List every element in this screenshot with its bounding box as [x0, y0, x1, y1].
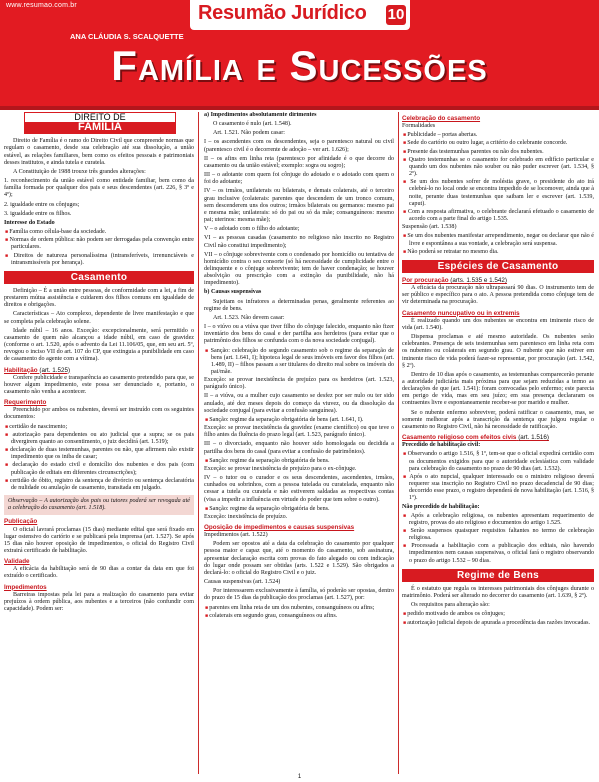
list-item: Exceção: se provar inexistência da gravidez (exame científico) ou que teve o filho antes da fluência do prazo legal (art. 1.523, parágrafo único). — [204, 425, 394, 439]
column-3 — [402, 112, 594, 774]
list-item: IV – o tutor ou o curador e os seus descendentes, ascendentes, irmãos, cunhados ou sobrinhos, com a pessoa tutelada ou curatelada, enquanto não cessar a tutela ou curatela e não estiverem saldadas as respectivas contas (visa a impedir a influência em virtude do poder que tem sobre o outro). — [204, 475, 394, 503]
bullet-item: ■ Quatro testemunhas se o casamento for celebrado em edifício particular e quando um dos nubentes não souber ou não puder escrever (art. 1.534, § 2º). — [402, 157, 594, 178]
bullet-item: ■ autorização para dependentes ou ato judicial que a supra; se os pais divergirem quanto ao consentimento, o juiz decidirá (art. 1.519); — [4, 432, 194, 446]
list-item: Não precedido de habilitação: — [402, 503, 480, 510]
paragraph: Os requisitos para alteração são: — [411, 602, 490, 609]
subheading-text: Habilitação — [4, 366, 38, 374]
paragraph: Art. 1.523. Não devem casar: — [213, 314, 285, 321]
list-item: VII – o cônjuge sobrevivente com o condenado por homicídio ou tentativa de homicídio contra o seu consorte (só há necessidade de cumplicidade entre o delinquente e o cônjuge sobrevivente; tem de haver condenação; se houver absolvição ou prescrição com a extinção da punibilidade, não há impedimento). — [204, 251, 394, 287]
paragraph: Direito de Família é o ramo do Direito Civil que compreende normas que regulam o casamento, desde sua celebração até sua dissolução, a união estável, as relações familiares, bem como os efeitos pessoais e patrimoniais desses institutos, e ainda tutela e curatela. — [4, 138, 194, 166]
paragraph: Confere publicidade e transparência ao casamento pretendido para que, se houver algum impedimento, este possa ser denunciado e, portanto, o casamento não venha a acontecer. — [4, 374, 194, 395]
column-divider — [198, 112, 199, 774]
paragraph: A eficácia da procuração não ultrapassará 90 dias. O instrumento tem de ser público e específico para o ato. A pessoa pretendida como cônjuge tem de vir determinada na procuração. — [402, 285, 594, 306]
list-item: Causas suspensivas (art. 1.524) — [204, 579, 281, 586]
note-box: Observação – A autorização dos pais ou tutores poderá ser revogada até a celebração do casamento (art. 1.518). — [4, 495, 194, 515]
bullet-item: ■ certidão de óbito, registro da sentença de divórcio ou sentença declaratória de nulidade ou anulação de casamento, transitada em julgado. — [4, 478, 194, 492]
list-item: IV – os irmãos, unilaterais ou bilaterais, e demais colaterais, até o terceiro grau inclusive (colaterais: parentes que descendem de um tronco comum, sem descenderem uns dos outros; irmãos bilaterais ou germanos: mesmo pai e mesma mãe; unilaterais: só do pai ou só da mãe; consanguíneos: mesmo pai; uterinos: mesma mãe); — [204, 188, 394, 224]
author-name: ANA CLÁUDIA S. SCALQUETTE — [70, 32, 184, 41]
bullet-item: ■ Serão suspensos quaisquer requisitos faltantes no termo de celebração religiosa. — [402, 528, 594, 542]
paragraph: Sujeitam os infratores a determinadas penas, geralmente referentes ao regime de bens. — [204, 298, 394, 312]
list-item: Exceção: se provar inexistência de prejuízo para os herdeiros (art. 1.523, parágrafo único). — [204, 377, 394, 391]
subheading-ref: (art. 1.516) — [518, 434, 549, 442]
list-item: 3. igualdade entre os filhos. — [4, 210, 72, 217]
bullet-item: ■ Sanção: regime da separação obrigatória de bens (art. 1.641, I). — [204, 417, 394, 424]
page-number: 1 — [297, 774, 302, 780]
list-item: I – o viúvo ou a viúva que tiver filho do cônjuge falecido, enquanto não fizer inventário dos bens do casal e der partilha aos herdeiros (para evitar que o patrimônio dos filhos se confunda com o da nova sociedade conjugal). — [204, 324, 394, 345]
list-item: II – a viúva, ou a mulher cujo casamento se desfez por ser nulo ou ter sido anulado, até dez meses depois do começo da viuvez, ou da dissolução da sociedade conjugal (para evitar a confusão sanguínea). — [204, 393, 394, 414]
bullet-item: ■ Sanção: regime da separação obrigatória de bens. — [204, 506, 394, 513]
paragraph: Podem ser opostos até a data da celebração do casamento por qualquer pessoa maior e capaz que, até o momento do casamento, sob assinatura, apresentar declaração escrita com provas do fato alegado ou com indicação do lugar onde possam ser obtidas (arts. 1.522 e 1.529). São obrigados a declará-lo: o oficial do Registro Civil e o juiz. — [204, 541, 394, 576]
bullet-item: ■ Sanção: celebração do segundo casamento sob o regime da separação de bens (art. 1.641, I); hipoteca legal de seus imóveis em favor dos filhos (art. 1.489, II) – filhos passam a ser titulares do direito real sobre os imóveis do pai/mãe. — [204, 348, 394, 377]
paragraph: Idade núbil – 16 anos. Exceção: excepcionalmente, será permitido o casamento de quem não alcançou a idade núbil, em caso de gravidez (conforme o art. 1.520, após o advento da Lei 11.106/05, que, em seu art. 5º, revogou o inciso VII do art. 107 do CP, que extinguia a punibilidade em caso de casamento do agente com a vítima). — [4, 327, 194, 363]
section-banner-especies: Espécies de Casamento — [402, 260, 594, 273]
list-item: I – os ascendentes com os descendentes, seja o parentesco natural ou civil (parentesco civil é o decorrente de adoção – ver art. 1.626); — [204, 139, 394, 153]
list-item: II – os afins em linha reta (parentesco por afinidade é o que decorre do casamento ou da união estável; exemplo: sogra ou sogro); — [204, 155, 394, 169]
bullet-item: ■ Com a resposta afirmativa, o celebrante declarará efetuado o casamento de acordo com a parte final do artigo 1.535. — [402, 209, 594, 223]
list-item: Formalidades — [402, 123, 436, 130]
list-item: Exceção: inexistência de prejuízo. — [204, 513, 288, 520]
header-bar — [0, 0, 599, 106]
subheading: Publicação — [4, 518, 38, 526]
subheading: a) Impedimentos absolutamente dirimentes — [204, 112, 317, 118]
paragraph: A Constituição de 1988 trouxe três grandes alterações: — [13, 168, 146, 175]
column-divider — [398, 112, 399, 774]
site-url[interactable]: www.resumao.com.br — [6, 2, 77, 9]
bullet-item: ■ certidão de nascimento; — [4, 424, 194, 431]
list-item: Suspensão (art. 1.538) — [402, 224, 457, 231]
bullet-item: ■ declaração do estado civil e domicílio dos nubentes e dos pais (com publicação de editais em diferentes circunscrições); — [4, 462, 194, 476]
subheading: Interesse do Estado — [4, 219, 55, 226]
paragraph: Art. 1.521. Não podem casar: — [213, 130, 285, 137]
subheading: Casamento nuncupativo ou in extremis — [402, 309, 520, 317]
subheading-text: Por procuração — [402, 276, 449, 284]
section-banner-regime-bens: Regime de Bens — [402, 569, 594, 582]
paragraph: Definição – É a união entre pessoas, de conformidade com a lei, a fim de prestarem mútua assistência e cuidarem dos filhos comuns em igualdade de direitos e obrigações. — [4, 287, 194, 309]
bullet-item: ■ Sanção: regime da separação obrigatória de bens. — [204, 458, 394, 465]
paragraph: É realizado quando um dos nubentes se encontra em iminente risco de vida (art. 1.540). — [402, 317, 594, 331]
subheading: b) Causas suspensivas — [204, 289, 262, 296]
list-item: Impedimentos (art. 1.522) — [204, 532, 268, 539]
paragraph: Dentro de 10 dias após o casamento, as testemunhas comparecerão perante a autoridade judiciária mais próxima para que sejam reduzidas a termo as declarações de que (art. 1.541): foram convocadas pelo enfermo; este parecia em perigo de vida, mas em seu juízo; em sua presença declararam os contraentes livre e espontaneamente receber-se por marido e mulher. — [402, 371, 594, 407]
paragraph: Preenchido por ambos os nubentes, deverá ser instruído com os seguintes documentos: — [4, 407, 194, 421]
subheading: Oposição de impedimentos e causas suspensivas — [204, 523, 355, 531]
subheading — [402, 434, 594, 441]
bullet-item: ■ declaração de duas testemunhas, parentes ou não, que afirmem não existir impedimento que os iniba de casar; — [4, 447, 194, 461]
bullet-item: ■ Presente das testemunhas parentes ou não dos nubentes. — [402, 149, 594, 156]
subheading: Validade — [4, 558, 30, 566]
subheading: Celebração do casamento — [402, 115, 481, 122]
list-item: III – o divorciado, enquanto não houver sido homologada ou decidida a partilha dos bens do casal (para evitar a confusão de patrimônios). — [204, 441, 394, 455]
issue-number: 10 — [387, 6, 405, 23]
subheading-ref: (art. 1.525) — [39, 366, 71, 374]
list-item: V – o adotado com o filho do adotante; — [204, 226, 300, 233]
brand-title: Resumão Jurídico — [198, 2, 367, 24]
bullet-item: ■ colaterais em segundo grau, consanguíneos ou afins. — [204, 613, 394, 620]
paragraph: Dispensa proclamas e até mesmo autoridade. Os nubentes serão celebrantes. Presença de seis testemunhas sem parentesco em linha reta com os nubentes ou colaterais em segundo grau. O nubente que não estiver em iminente risco de vida poderá fazer-se representar, por procuração (art. 1.542, § 2º). — [402, 334, 594, 369]
section-header-line-2: FAMÍLIA — [25, 122, 175, 133]
bullet-item: ■ autorização judicial depois de apurada a procedência das razões invocadas. — [402, 620, 594, 627]
subheading — [4, 367, 194, 374]
paragraph: Características – Ato complexo, dependente de livre manifestação e que se completa pela celebração solene. — [4, 311, 194, 325]
paragraph: A eficácia da habilitação será de 90 dias a contar da data em que foi extraído o certificado. — [4, 566, 194, 580]
subheading — [402, 277, 594, 284]
paragraph: É o estatuto que regula os interesses patrimoniais dos cônjuges durante o matrimônio. Poderá ser alterado no decorrer do casamento (art. 1.639, § 2º). — [402, 585, 594, 600]
column-1 — [4, 112, 194, 774]
column-2 — [204, 112, 394, 774]
bullet-item: ■ Direitos de natureza personalíssima (intransferíveis, irrenunciáveis e intransmissíveis por herança). — [4, 253, 194, 267]
brand-box — [190, 0, 410, 30]
section-header-direito-familia — [24, 112, 176, 134]
bullet-item: ■ Se um dos nubentes manifestar arrependimento, negar ou declarar que não é livre e espontânea a sua vontade, a celebração será suspensa. — [402, 233, 594, 247]
subheading-text: Casamento religioso com efeitos civis — [402, 434, 517, 442]
bullet-item: ■ Se um dos nubentes sofrer de moléstia grave, o presidente do ato irá celebrá-lo no local onde se encontra impedido de se locomover, ainda que à noite, perante duas testemunhas que saibam ler e escrever (art. 1.539, caput). — [402, 179, 594, 208]
bullet-item: ■ Não poderá se retratar no mesmo dia. — [402, 249, 594, 256]
bullet-item: ■ parentes em linha reta de um dos nubentes, consanguíneos ou afins; — [204, 605, 394, 612]
bullet-item: ■ pedido motivado de ambos os cônjuges; — [402, 611, 594, 618]
bullet-item: ■ Observando o artigo 1.516, § 1º, tem-se que o oficial expedirá certidão com os documentos exigidos para que o autoridade eclesiástica com validade para celebração do casamento no prazo de 90 dias (art. 1.532). — [402, 451, 594, 472]
paragraph: Por interessarem exclusivamente à família, só poderão ser opostas, dentro do prazo de 15 dias da publicação dos proclamas (art. 1.527), por: — [204, 588, 394, 602]
bullet-item: ■ Publicidade – portas abertas. — [402, 132, 594, 139]
header-divider — [0, 106, 599, 110]
bullet-item: ■ Sede do cartório ou outro lugar, a critério do celebrante concorde. — [402, 140, 594, 147]
subheading: Requerimento — [4, 399, 47, 407]
list-item: 2. igualdade entre os cônjuges; — [4, 201, 80, 208]
bullet-item: ■ Família como célula-base da sociedade. — [4, 229, 194, 236]
section-header-line-1: DIREITO DE — [25, 113, 175, 122]
paragraph: O casamento é nulo (art. 1.548). — [213, 121, 292, 128]
list-item: Precedido de habilitação civil: — [402, 442, 481, 449]
list-item: Exceção: se provar inexistência de prejuízo para o ex-cônjuge. — [204, 465, 357, 472]
page-title: Família e Sucessões — [111, 42, 488, 89]
bullet-item: ■ Normas de ordem pública: não podem ser derrogadas pela convenção entre particulares. — [4, 237, 194, 251]
bullet-item: ■ Após a celebração religiosa, os nubentes apresentam requerimento de registro, provas do ato religioso e documentos do artigo 1.525. — [402, 513, 594, 527]
bullet-item: ■ Processada a habilitação com a publicação dos editais, não havendo impedimentos nem causas suspensivas, o oficial fará o registro observando o prazo do artigo 1.532 – 90 dias. — [402, 543, 594, 564]
subheading-ref: (arts. 1.535 e 1.542) — [450, 276, 508, 284]
list-item: III – o adotante com quem foi cônjuge do adotado e o adotado com quem o foi do adotante; — [204, 172, 394, 186]
bullet-item: ■ Após o ato nupcial, qualquer interessado ou o ministro religioso deverá requerer sua inscrição no Registro Civil no prazo decadencial de 90 dias; decorrido esse prazo, o registro dependerá de nova habilitação (art. 1.516, § 1º). — [402, 474, 594, 503]
section-banner-casamento: Casamento — [4, 271, 194, 284]
list-item: VI – as pessoas casadas (casamento no religioso não inscrito no Registro Civil não constitui impedimento); — [204, 235, 394, 249]
paragraph: O oficial lavrará proclamas (15 dias) mediante edital que será fixado em lugar ostensivo do cartório e se publicará pela imprensa (art. 1.527). Se após 15 dias não houver oposição de impedimentos, o oficial do Registro Civil extrairá certificado de habilitação. — [4, 526, 194, 554]
subheading: Impedimentos — [4, 583, 47, 591]
paragraph: Se o nubente enfermo sobreviver, poderá ratificar o casamento, mas, se somente melhorar após a transcrição da sentença que julgou regular o casamento no Registro Civil, não há necessidade de ratificação. — [402, 409, 594, 430]
paragraph: Barreiras impostas pela lei para a realização do casamento para evitar prejuízos à ordem pública, aos nubentes e a terceiros (não confundir com capacidade). Podem ser: — [4, 591, 194, 613]
list-item: 1. reconhecimento da união estável como entidade familiar, bem como da família formada por qualquer dos pais e seus descendentes (art. 226, § 3º e 4º); — [4, 178, 194, 199]
